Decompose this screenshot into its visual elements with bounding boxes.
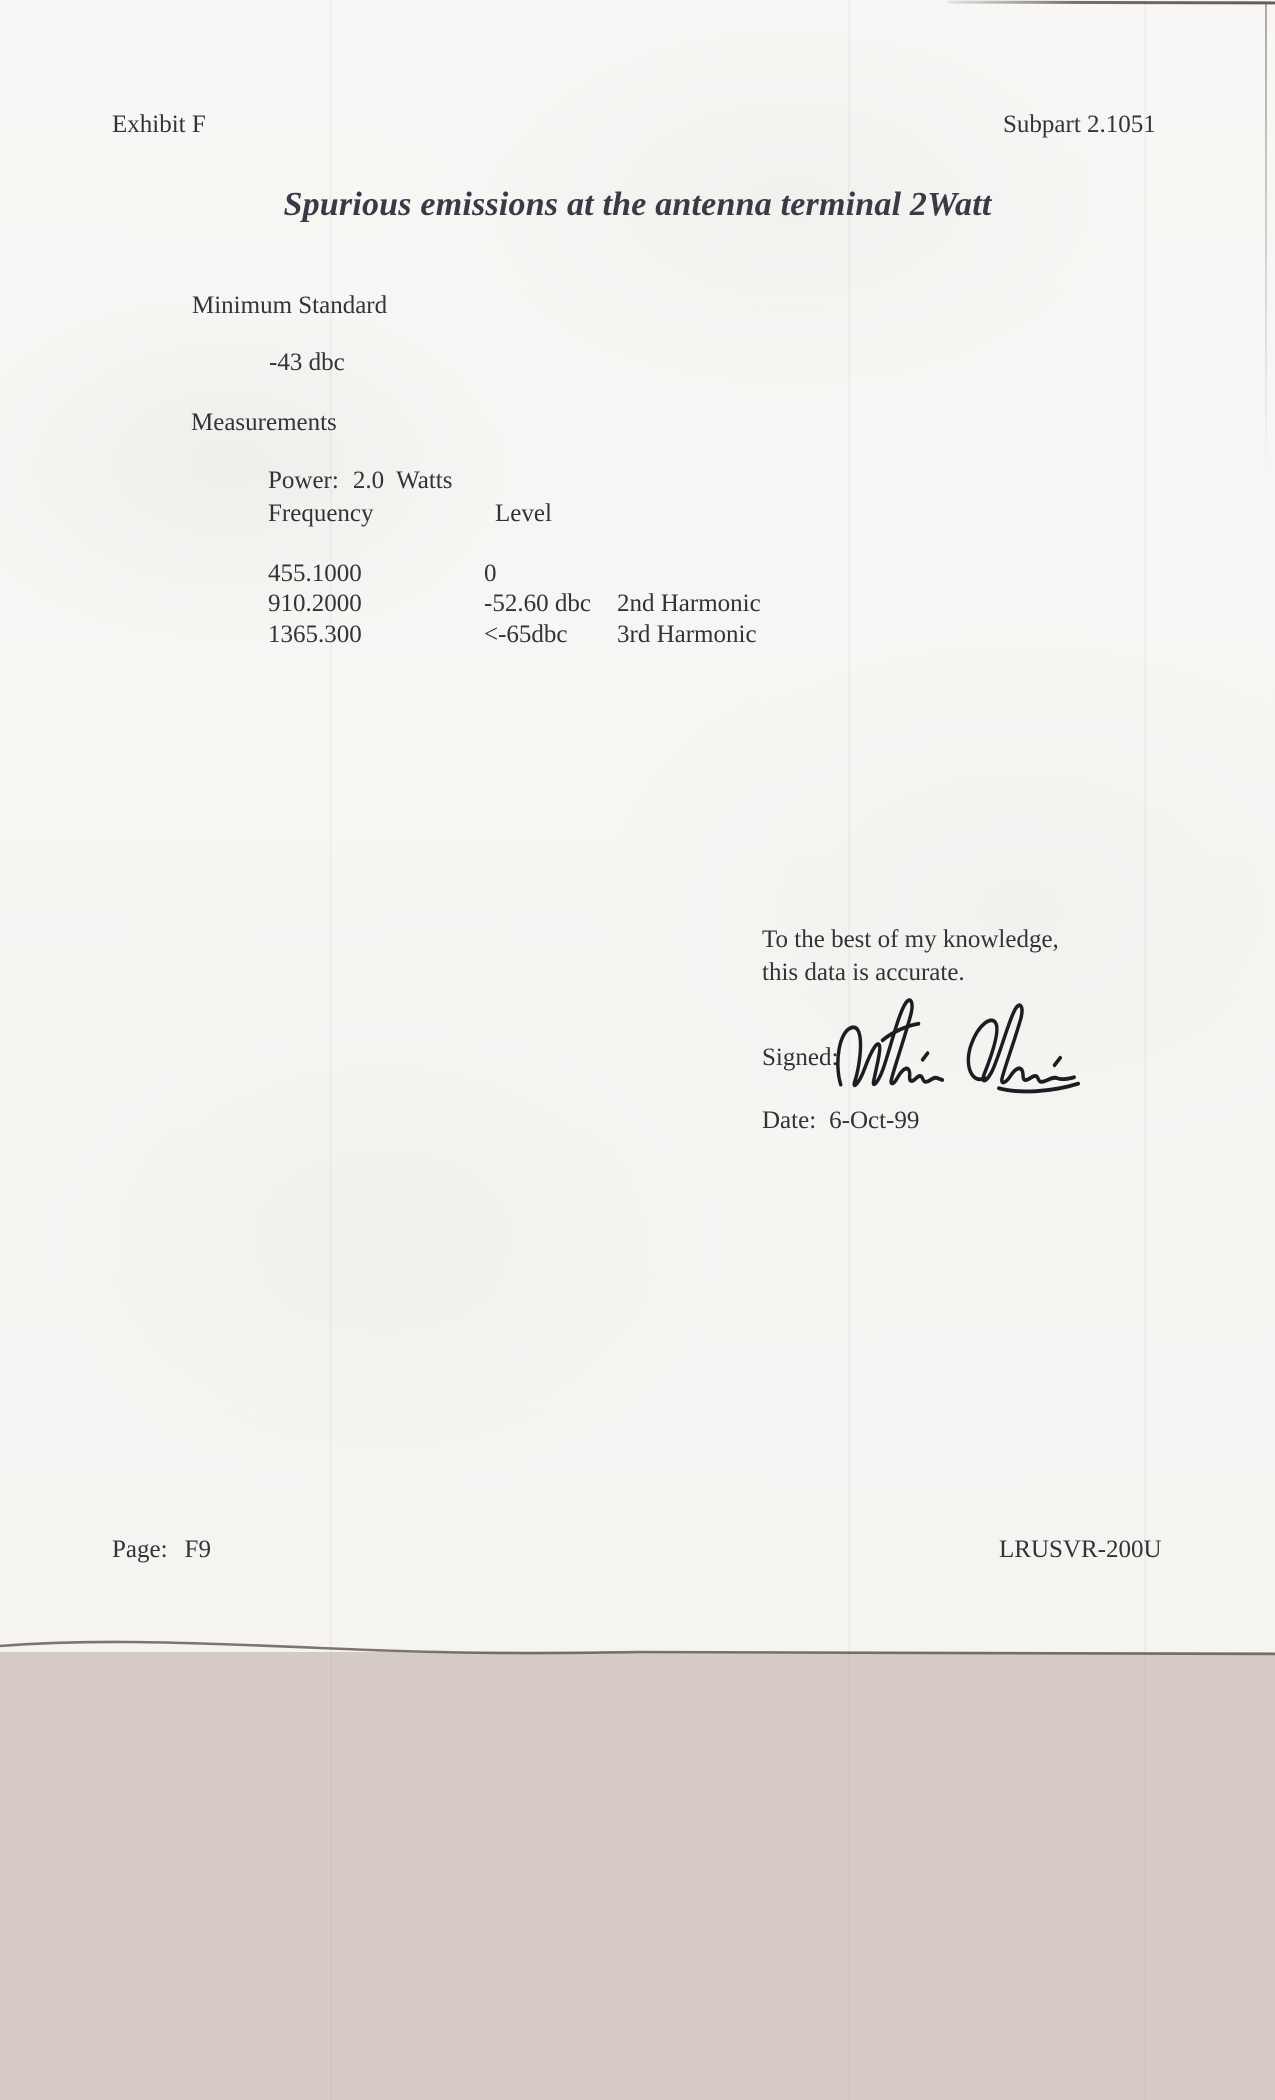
harmonic-note-cell: 2nd Harmonic xyxy=(617,590,761,618)
level-cell: <-65dbc xyxy=(484,620,568,648)
signature-stroke xyxy=(838,1000,942,1085)
signature-stroke xyxy=(999,1084,1078,1092)
scan-streak-artifact xyxy=(330,0,332,2100)
power-value: 2.0 Watts xyxy=(352,467,453,494)
date-value: 6-Oct-99 xyxy=(829,1107,920,1134)
subpart-label: Subpart 2.1051 xyxy=(1003,111,1156,138)
attestation-line: this data is accurate. xyxy=(762,959,965,986)
level-cell: -52.60 dbc xyxy=(484,590,591,618)
harmonic-note-cell: 3rd Harmonic xyxy=(617,620,757,648)
frequency-cell: 910.2000 xyxy=(268,590,362,618)
signed-label: Signed: xyxy=(762,1044,839,1071)
minimum-standard-heading: Minimum Standard xyxy=(192,292,388,319)
scan-edge-artifact xyxy=(1265,2,1267,472)
attestation-line: To the best of my knowledge, xyxy=(762,926,1059,953)
date-line xyxy=(762,1106,919,1136)
scan-streak-artifact xyxy=(1144,0,1146,2100)
page-number-label: Page: xyxy=(112,1536,168,1563)
measurements-heading: Measurements xyxy=(191,409,337,436)
harmonic-note-cell xyxy=(617,559,761,589)
minimum-standard-value: -43 dbc xyxy=(269,349,345,376)
exhibit-label: Exhibit F xyxy=(112,111,206,138)
signature-stroke xyxy=(923,1053,928,1059)
page-number-value: F9 xyxy=(184,1536,211,1563)
frequency-cell: 455.1000 xyxy=(268,560,362,587)
power-label: Power: xyxy=(268,467,339,494)
signature-image xyxy=(835,997,1093,1103)
level-cell: 0 xyxy=(484,560,497,587)
measurements-table xyxy=(268,559,761,650)
power-line xyxy=(268,466,452,496)
frequency-cell: 1365.300 xyxy=(268,620,362,648)
signature-stroke xyxy=(1055,1058,1061,1065)
document-code: LRUSVR-200U xyxy=(999,1536,1162,1563)
page-number-line xyxy=(112,1535,211,1565)
level-column-header: Level xyxy=(495,500,552,527)
paper-edge-line xyxy=(0,1634,1275,1660)
date-label: Date: xyxy=(762,1107,817,1134)
scan-streak-artifact xyxy=(848,0,850,2100)
signature-stroke xyxy=(883,1024,919,1041)
frequency-column-header: Frequency xyxy=(268,500,374,527)
document-title: Spurious emissions at the antenna terminal 2Watt xyxy=(283,186,992,223)
signature-stroke xyxy=(968,1005,1074,1082)
